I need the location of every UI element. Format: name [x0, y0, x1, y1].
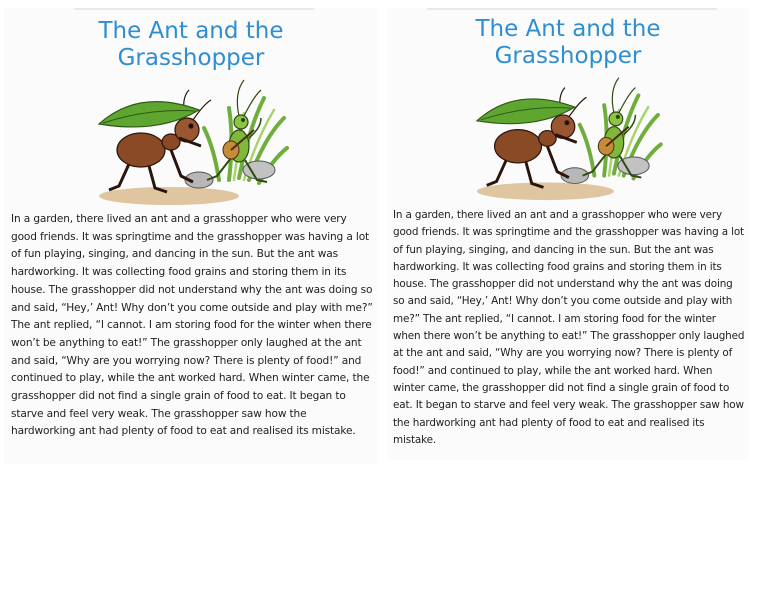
page-top-rule	[427, 8, 717, 10]
ant-grasshopper-illustration	[467, 66, 663, 203]
story-title	[4, 18, 378, 72]
page-top-rule	[74, 8, 314, 10]
story-text: In a garden, there lived an ant and a grasshopper who were very good friends. It was springtime and the grasshopper was having a lot of fun playing, singing, and dancing in the sun. But the ant was hardworking. It was collecting food grains and storing them in its house. The grasshopper did not understand why the ant was doing so and said, “Hey,’ Ant! Why don’t you come outside and play with me?” The ant replied, “I cannot. I am storing food for the winter when there won’t be anything to eat!” The grasshopper only laughed at the ant and said, “Why are you worrying now? There is plenty of food!” and continued to play, while the ant worked hard. When winter came, the grasshopper did not find a single grain of food to eat. It began to starve and feel very weak. The grasshopper saw how the hardworking ant had plenty of food to eat and realised its mistake.	[393, 209, 745, 446]
title-line-1: The Ant and the	[98, 18, 284, 44]
ant-grasshopper-illustration	[89, 68, 289, 208]
story-page-right	[387, 8, 749, 460]
title-line-2: Grasshopper	[117, 45, 265, 71]
title-line-1: The Ant and the	[475, 16, 661, 42]
story-text: In a garden, there lived an ant and a grasshopper who were very good friends. It was springtime and the grasshopper was having a lot of fun playing, singing, and dancing in the sun. But the ant was hardworking. It was collecting food grains and storing them in its house. The grasshopper did not understand why the ant was doing so and said, “Hey,’ Ant! Why don’t you come outside and play with me?” The ant replied, “I cannot. I am storing food for the winter when there won’t be anything to eat!” The grasshopper only laughed at the ant and said, “Why are you worrying now? There is plenty of food!” and continued to play, while the ant worked hard. When winter came, the grasshopper did not find a single grain of food to eat. It began to starve and feel very weak. The grasshopper saw how the hardworking ant had plenty of food to eat and realised its mistake.	[11, 213, 373, 438]
title-line-2: Grasshopper	[494, 43, 642, 69]
story-title	[387, 16, 749, 70]
story-page-left	[4, 8, 378, 464]
